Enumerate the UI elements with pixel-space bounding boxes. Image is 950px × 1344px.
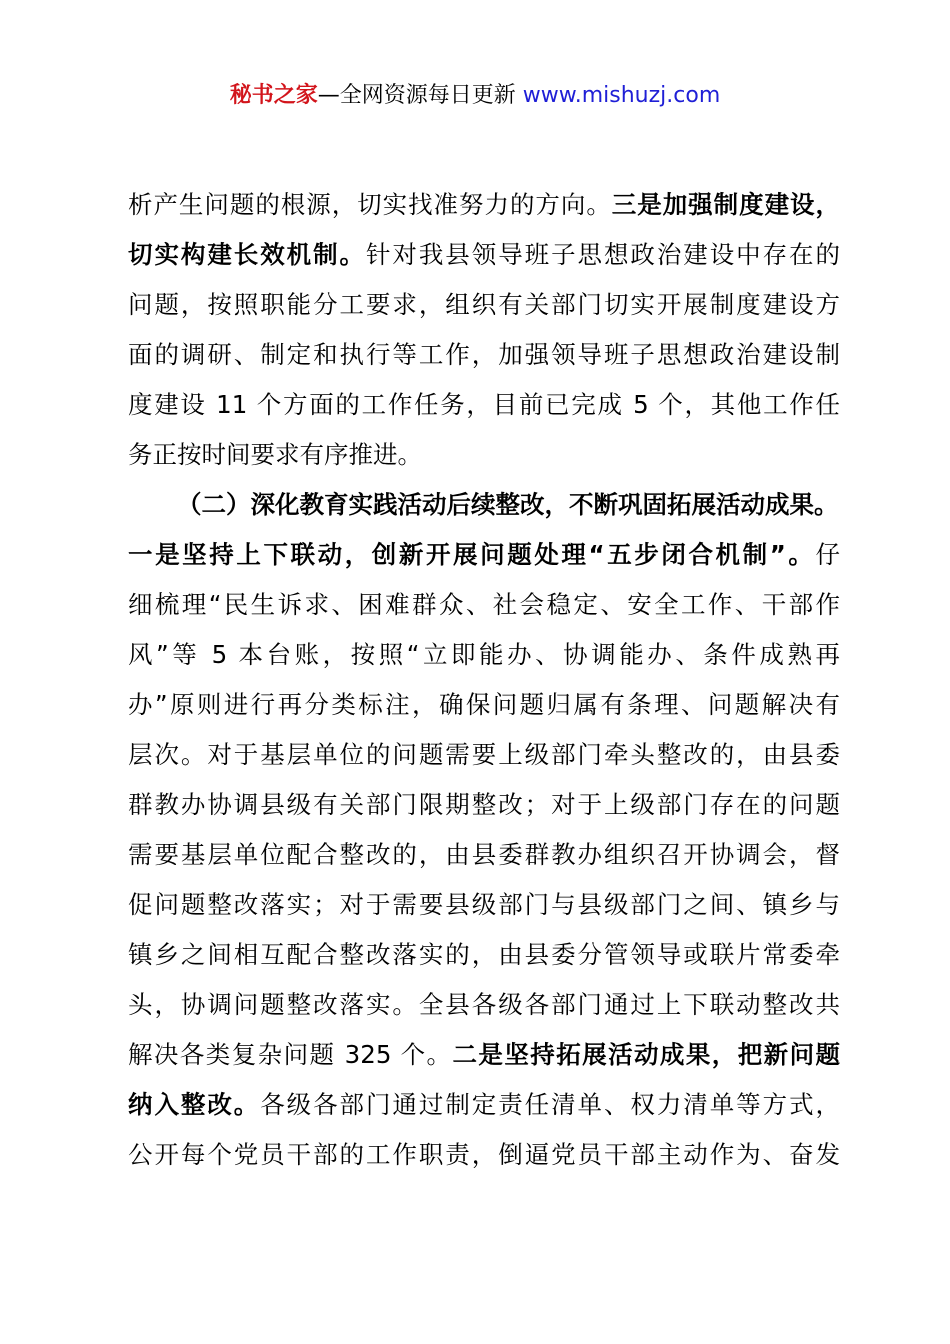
bold-text-run: 三是加强制度建设， bbox=[611, 190, 840, 219]
text-line bbox=[128, 1030, 840, 1080]
text-line bbox=[128, 1080, 840, 1130]
bold-text-run: 纳入整改。 bbox=[128, 1090, 261, 1119]
text-run: 各级各部门通过制定责任清单、权力清单等方式， bbox=[260, 1090, 840, 1119]
text-run: 群教办协调县级有关部门限期整改；对于上级部门存在的问题 bbox=[128, 790, 840, 819]
header-brand: 秘书之家 bbox=[229, 83, 318, 108]
text-line bbox=[128, 780, 840, 830]
section-heading-line bbox=[128, 480, 840, 530]
text-run: 务正按时间要求有序推进。 bbox=[128, 440, 422, 469]
text-run: 镇乡之间相互配合整改落实的，由县委分管领导或联片常委牵 bbox=[128, 940, 840, 969]
text-line bbox=[128, 830, 840, 880]
bold-text-run: 二是坚持拓展活动成果，把新问题 bbox=[452, 1040, 840, 1069]
text-run: 面的调研、制定和执行等工作，加强领导班子思想政治建设制 bbox=[128, 340, 840, 369]
header-tagline: —全网资源每日更新 bbox=[317, 83, 523, 108]
text-run: 细梳理“民生诉求、困难群众、社会稳定、安全工作、干部作 bbox=[128, 590, 840, 619]
section-heading: （二）深化教育实践活动后续整改，不断巩固拓展活动成果。 bbox=[177, 490, 839, 519]
text-run: 问题，按照职能分工要求，组织有关部门切实开展制度建设方 bbox=[128, 290, 840, 319]
bold-text-run: 切实构建长效机制。 bbox=[128, 240, 366, 269]
text-line bbox=[128, 330, 840, 380]
text-line bbox=[128, 630, 840, 680]
text-line bbox=[128, 380, 840, 430]
page-header bbox=[0, 80, 950, 112]
text-run: 仔 bbox=[815, 540, 840, 569]
text-line bbox=[128, 230, 840, 280]
text-run: 头，协调问题整改落实。全县各级各部门通过上下联动整改共 bbox=[128, 990, 840, 1019]
text-run: 公开每个党员干部的工作职责，倒逼党员干部主动作为、奋发 bbox=[128, 1140, 840, 1169]
text-run: 针对我县领导班子思想政治建设中存在的 bbox=[365, 240, 840, 269]
text-line bbox=[128, 730, 840, 780]
header-site-link[interactable]: www.mishuzj.com bbox=[522, 83, 721, 108]
text-run: 解决各类复杂问题 325 个。 bbox=[128, 1040, 453, 1069]
text-line bbox=[128, 430, 840, 480]
text-line bbox=[128, 930, 840, 980]
text-line bbox=[128, 280, 840, 330]
text-line bbox=[128, 680, 840, 730]
text-run: 析产生问题的根源，切实找准努力的方向。 bbox=[128, 190, 612, 219]
text-run: 需要基层单位配合整改的，由县委群教办组织召开协调会，督 bbox=[128, 840, 840, 869]
text-line bbox=[128, 530, 840, 580]
text-run: 促问题整改落实；对于需要县级部门与县级部门之间、镇乡与 bbox=[128, 890, 840, 919]
text-line bbox=[128, 880, 840, 930]
text-run: 办”原则进行再分类标注，确保问题归属有条理、问题解决有 bbox=[128, 690, 840, 719]
text-line bbox=[128, 980, 840, 1030]
text-line bbox=[128, 1130, 840, 1180]
text-line bbox=[128, 180, 840, 230]
text-run: 层次。对于基层单位的问题需要上级部门牵头整改的，由县委 bbox=[128, 740, 840, 769]
document-body bbox=[128, 180, 840, 1180]
text-run: 风”等 5 本台账，按照“立即能办、协调能办、条件成熟再 bbox=[128, 640, 840, 669]
bold-text-run: 一是坚持上下联动，创新开展问题处理“五步闭合机制”。 bbox=[128, 540, 816, 569]
text-line bbox=[128, 580, 840, 630]
text-run: 度建设 11 个方面的工作任务，目前已完成 5 个，其他工作任 bbox=[128, 390, 840, 419]
